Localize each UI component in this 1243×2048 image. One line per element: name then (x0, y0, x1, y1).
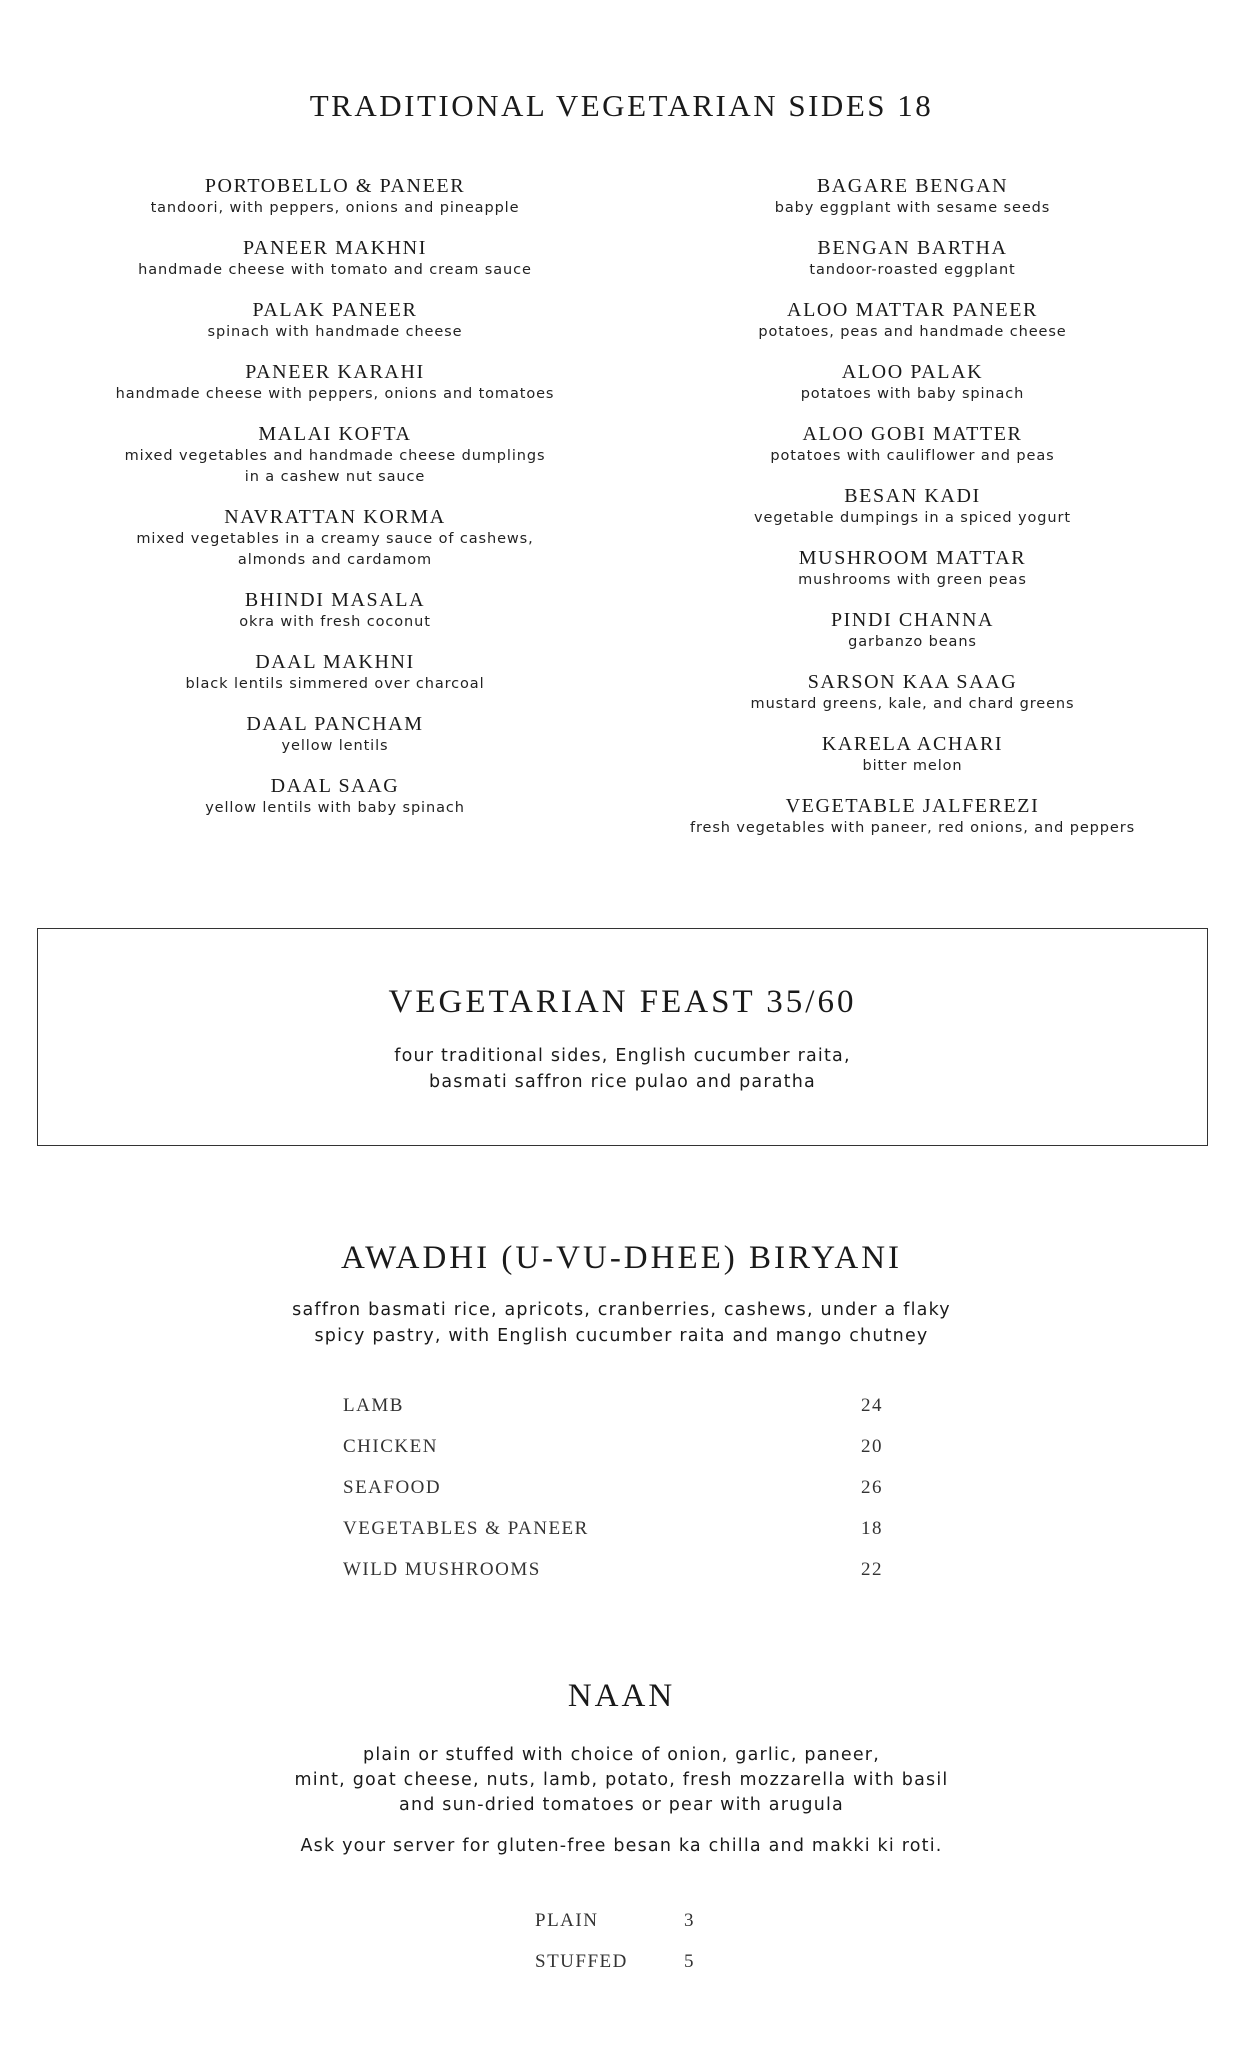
price-item-name: LAMB (343, 1395, 404, 1416)
side-dish-item (660, 484, 1165, 529)
price-item-name: CHICKEN (343, 1436, 438, 1457)
side-dish-name: DAAL PANCHAM (246, 713, 424, 735)
side-dish-item (660, 670, 1165, 715)
side-dish-name: ALOO GOBI MATTER (802, 423, 1023, 445)
side-dish-name: PINDI CHANNA (830, 609, 995, 631)
biryani-desc-line: saffron basmati rice, apricots, cranberries, cashews, under a flaky (292, 1300, 951, 1320)
side-dish-name: ALOO MATTAR PANEER (787, 299, 1038, 321)
side-dish-name: MALAI KOFTA (258, 423, 412, 445)
side-dish-name: BAGARE BENGAN (816, 175, 1009, 197)
vegetarian-feast-box (37, 928, 1208, 1146)
side-dish-name: ALOO PALAK (841, 361, 984, 383)
side-dish-description: fresh vegetables with paneer, red onions, and peppers (689, 820, 1136, 836)
side-dish-description: mixed vegetables in a creamy sauce of cashews, (136, 531, 534, 547)
side-dish-description: spinach with handmade cheese (207, 324, 463, 340)
biryani-price-list (343, 1395, 883, 1600)
side-dish-description: garbanzo beans (848, 634, 977, 650)
feast-desc-line: basmati saffron rice pulao and paratha (429, 1072, 816, 1092)
naan-desc-line: and sun-dried tomatoes or pear with arugula (399, 1795, 844, 1815)
side-dish-description: in a cashew nut sauce (244, 469, 426, 485)
price-row (343, 1518, 883, 1559)
side-dish-item (90, 298, 580, 343)
side-dish-item (660, 236, 1165, 281)
side-dish-item (90, 422, 580, 488)
side-dish-description: baby eggplant with sesame seeds (774, 200, 1051, 216)
side-dish-description: potatoes, peas and handmade cheese (758, 324, 1067, 340)
price-row (343, 1477, 883, 1518)
side-dish-description: okra with fresh coconut (239, 614, 431, 630)
side-dish-name: PALAK PANEER (252, 299, 418, 321)
side-dish-name: PANEER KARAHI (245, 361, 425, 383)
feast-title: VEGETARIAN FEAST 35/60 (388, 984, 857, 1020)
price-value: 24 (861, 1395, 883, 1416)
biryani-section-title: AWADHI (U-VU-DHEE) BIRYANI (340, 1240, 903, 1276)
side-dish-item (660, 360, 1165, 405)
side-dish-name: PANEER MAKHNI (243, 237, 427, 259)
side-dish-description: mixed vegetables and handmade cheese dumplings (124, 448, 546, 464)
price-item-name: STUFFED (535, 1951, 628, 1972)
side-dish-name: DAAL SAAG (270, 775, 400, 797)
sides-section-title: TRADITIONAL VEGETARIAN SIDES 18 (309, 88, 934, 123)
price-item-name: SEAFOOD (343, 1477, 442, 1498)
naan-price-list (535, 1910, 695, 1992)
gluten-free-note: Ask your server for gluten-free besan ka chilla and makki ki roti. (300, 1836, 943, 1856)
side-dish-item (90, 236, 580, 281)
side-dish-description: yellow lentils with baby spinach (205, 800, 465, 816)
side-dish-name: NAVRATTAN KORMA (224, 506, 446, 528)
price-row (343, 1436, 883, 1477)
naan-description (0, 1743, 1243, 1818)
price-value: 18 (861, 1518, 883, 1539)
side-dish-description: tandoori, with peppers, onions and pineapple (150, 200, 520, 216)
naan-desc-line: mint, goat cheese, nuts, lamb, potato, fresh mozzarella with basil (294, 1770, 949, 1790)
side-dish-item (660, 732, 1165, 777)
price-row (343, 1395, 883, 1436)
biryani-desc-line: spicy pastry, with English cucumber raita and mango chutney (314, 1326, 929, 1346)
side-dish-description: yellow lentils (281, 738, 389, 754)
price-value: 26 (861, 1477, 883, 1498)
side-dish-description: potatoes with cauliflower and peas (770, 448, 1055, 464)
price-value: 3 (684, 1910, 695, 1931)
price-value: 22 (861, 1559, 883, 1580)
price-value: 20 (861, 1436, 883, 1457)
side-dish-description: mushrooms with green peas (798, 572, 1027, 588)
price-row (535, 1910, 695, 1951)
side-dish-item (90, 360, 580, 405)
side-dish-name: BENGAN BARTHA (817, 237, 1008, 259)
side-dish-item (660, 298, 1165, 343)
side-dish-description: vegetable dumpings in a spiced yogurt (754, 510, 1071, 526)
feast-desc-line: four traditional sides, English cucumber raita, (394, 1046, 851, 1066)
naan-desc-line: plain or stuffed with choice of onion, garlic, paneer, (363, 1745, 880, 1765)
sides-left-column (90, 174, 580, 836)
side-dish-item (660, 422, 1165, 467)
side-dish-description: almonds and cardamom (237, 552, 433, 568)
side-dish-name: KARELA ACHARI (821, 733, 1004, 755)
price-value: 5 (684, 1951, 695, 1972)
side-dish-item (90, 650, 580, 695)
side-dish-item (90, 712, 580, 757)
side-dish-item (90, 774, 580, 819)
biryani-description (0, 1297, 1243, 1349)
price-row (535, 1951, 695, 1992)
side-dish-item (660, 794, 1165, 839)
side-dish-description: black lentils simmered over charcoal (185, 676, 485, 692)
side-dish-description: potatoes with baby spinach (800, 386, 1025, 402)
side-dish-item (90, 505, 580, 571)
side-dish-item (660, 608, 1165, 653)
naan-section-title: NAAN (567, 1678, 676, 1714)
side-dish-name: BHINDI MASALA (244, 589, 426, 611)
side-dish-name: VEGETABLE JALFEREZI (785, 795, 1040, 817)
side-dish-description: mustard greens, kale, and chard greens (750, 696, 1075, 712)
price-row (343, 1559, 883, 1600)
side-dish-name: DAAL MAKHNI (255, 651, 415, 673)
side-dish-item (90, 588, 580, 633)
price-item-name: WILD MUSHROOMS (343, 1559, 541, 1580)
side-dish-item (660, 546, 1165, 591)
side-dish-name: SARSON KAA SAAG (807, 671, 1018, 693)
price-item-name: PLAIN (535, 1910, 599, 1931)
side-dish-name: MUSHROOM MATTAR (798, 547, 1027, 569)
sides-right-column (660, 174, 1165, 856)
feast-description (38, 1043, 1207, 1095)
side-dish-item (660, 174, 1165, 219)
side-dish-description: handmade cheese with peppers, onions and tomatoes (115, 386, 555, 402)
side-dish-name: BESAN KADI (844, 485, 981, 507)
side-dish-description: tandoor-roasted eggplant (809, 262, 1016, 278)
price-item-name: VEGETABLES & PANEER (343, 1518, 589, 1539)
side-dish-item (90, 174, 580, 219)
side-dish-description: bitter melon (862, 758, 963, 774)
side-dish-description: handmade cheese with tomato and cream sauce (138, 262, 532, 278)
side-dish-name: PORTOBELLO & PANEER (204, 175, 466, 197)
